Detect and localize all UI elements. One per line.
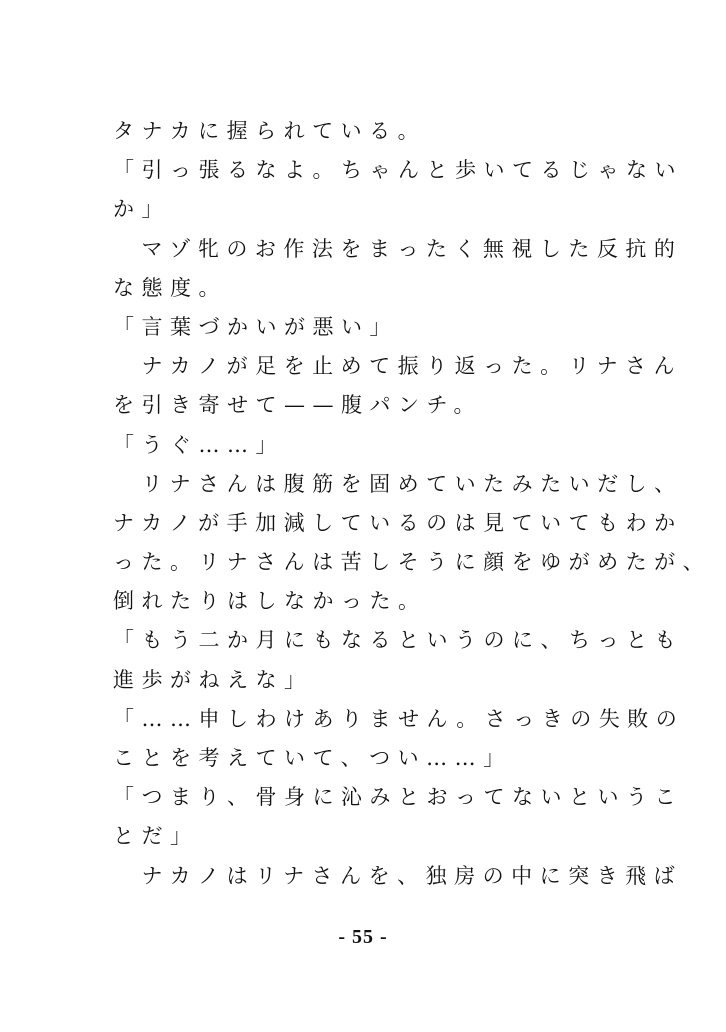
text-line: を引き寄せて——腹パンチ。: [113, 393, 483, 418]
text-line: マゾ牝のお作法をまったく無視した反抗的: [113, 236, 683, 261]
text-line: 「……申しわけありません。さっきの失敗の: [113, 706, 685, 731]
text-line: な態度。: [113, 275, 227, 300]
text-line: ことを考えていて、つい……」: [113, 746, 512, 770]
text-line: タナカに握られている。: [113, 119, 427, 143]
text-line: 「引っ張るなよ。ちゃんと歩いてるじゃない: [113, 158, 683, 183]
body-text: [113, 112, 712, 896]
text-line: 「つまり、骨身に沁みとおってないというこ: [113, 785, 683, 810]
text-line: とだ」: [113, 824, 199, 849]
text-line: 倒れたりはしなかった。: [113, 589, 427, 614]
text-line: 「もう二か月にもなるというのに、ちっとも: [113, 628, 683, 653]
page-number: - 55 -: [338, 926, 388, 948]
text-line: か」: [113, 197, 170, 222]
text-line: ナカノはリナさんを、独房の中に突き飛ば: [113, 863, 683, 888]
text-line: 「うぐ……」: [113, 432, 284, 457]
text-line: った。リナさんは苦しそうに顔をゆがめたが、: [113, 550, 712, 575]
text-line: ナカノが足を止めて振り返った。リナさん: [113, 354, 683, 379]
text-line: ナカノが手加減しているのは見ていてもわか: [113, 510, 683, 535]
text-line: 進歩がねえな」: [113, 667, 313, 692]
text-line: 「言葉づかいが悪い」: [113, 314, 398, 339]
text-line: リナさんは腹筋を固めていたみたいだし、: [113, 471, 683, 496]
